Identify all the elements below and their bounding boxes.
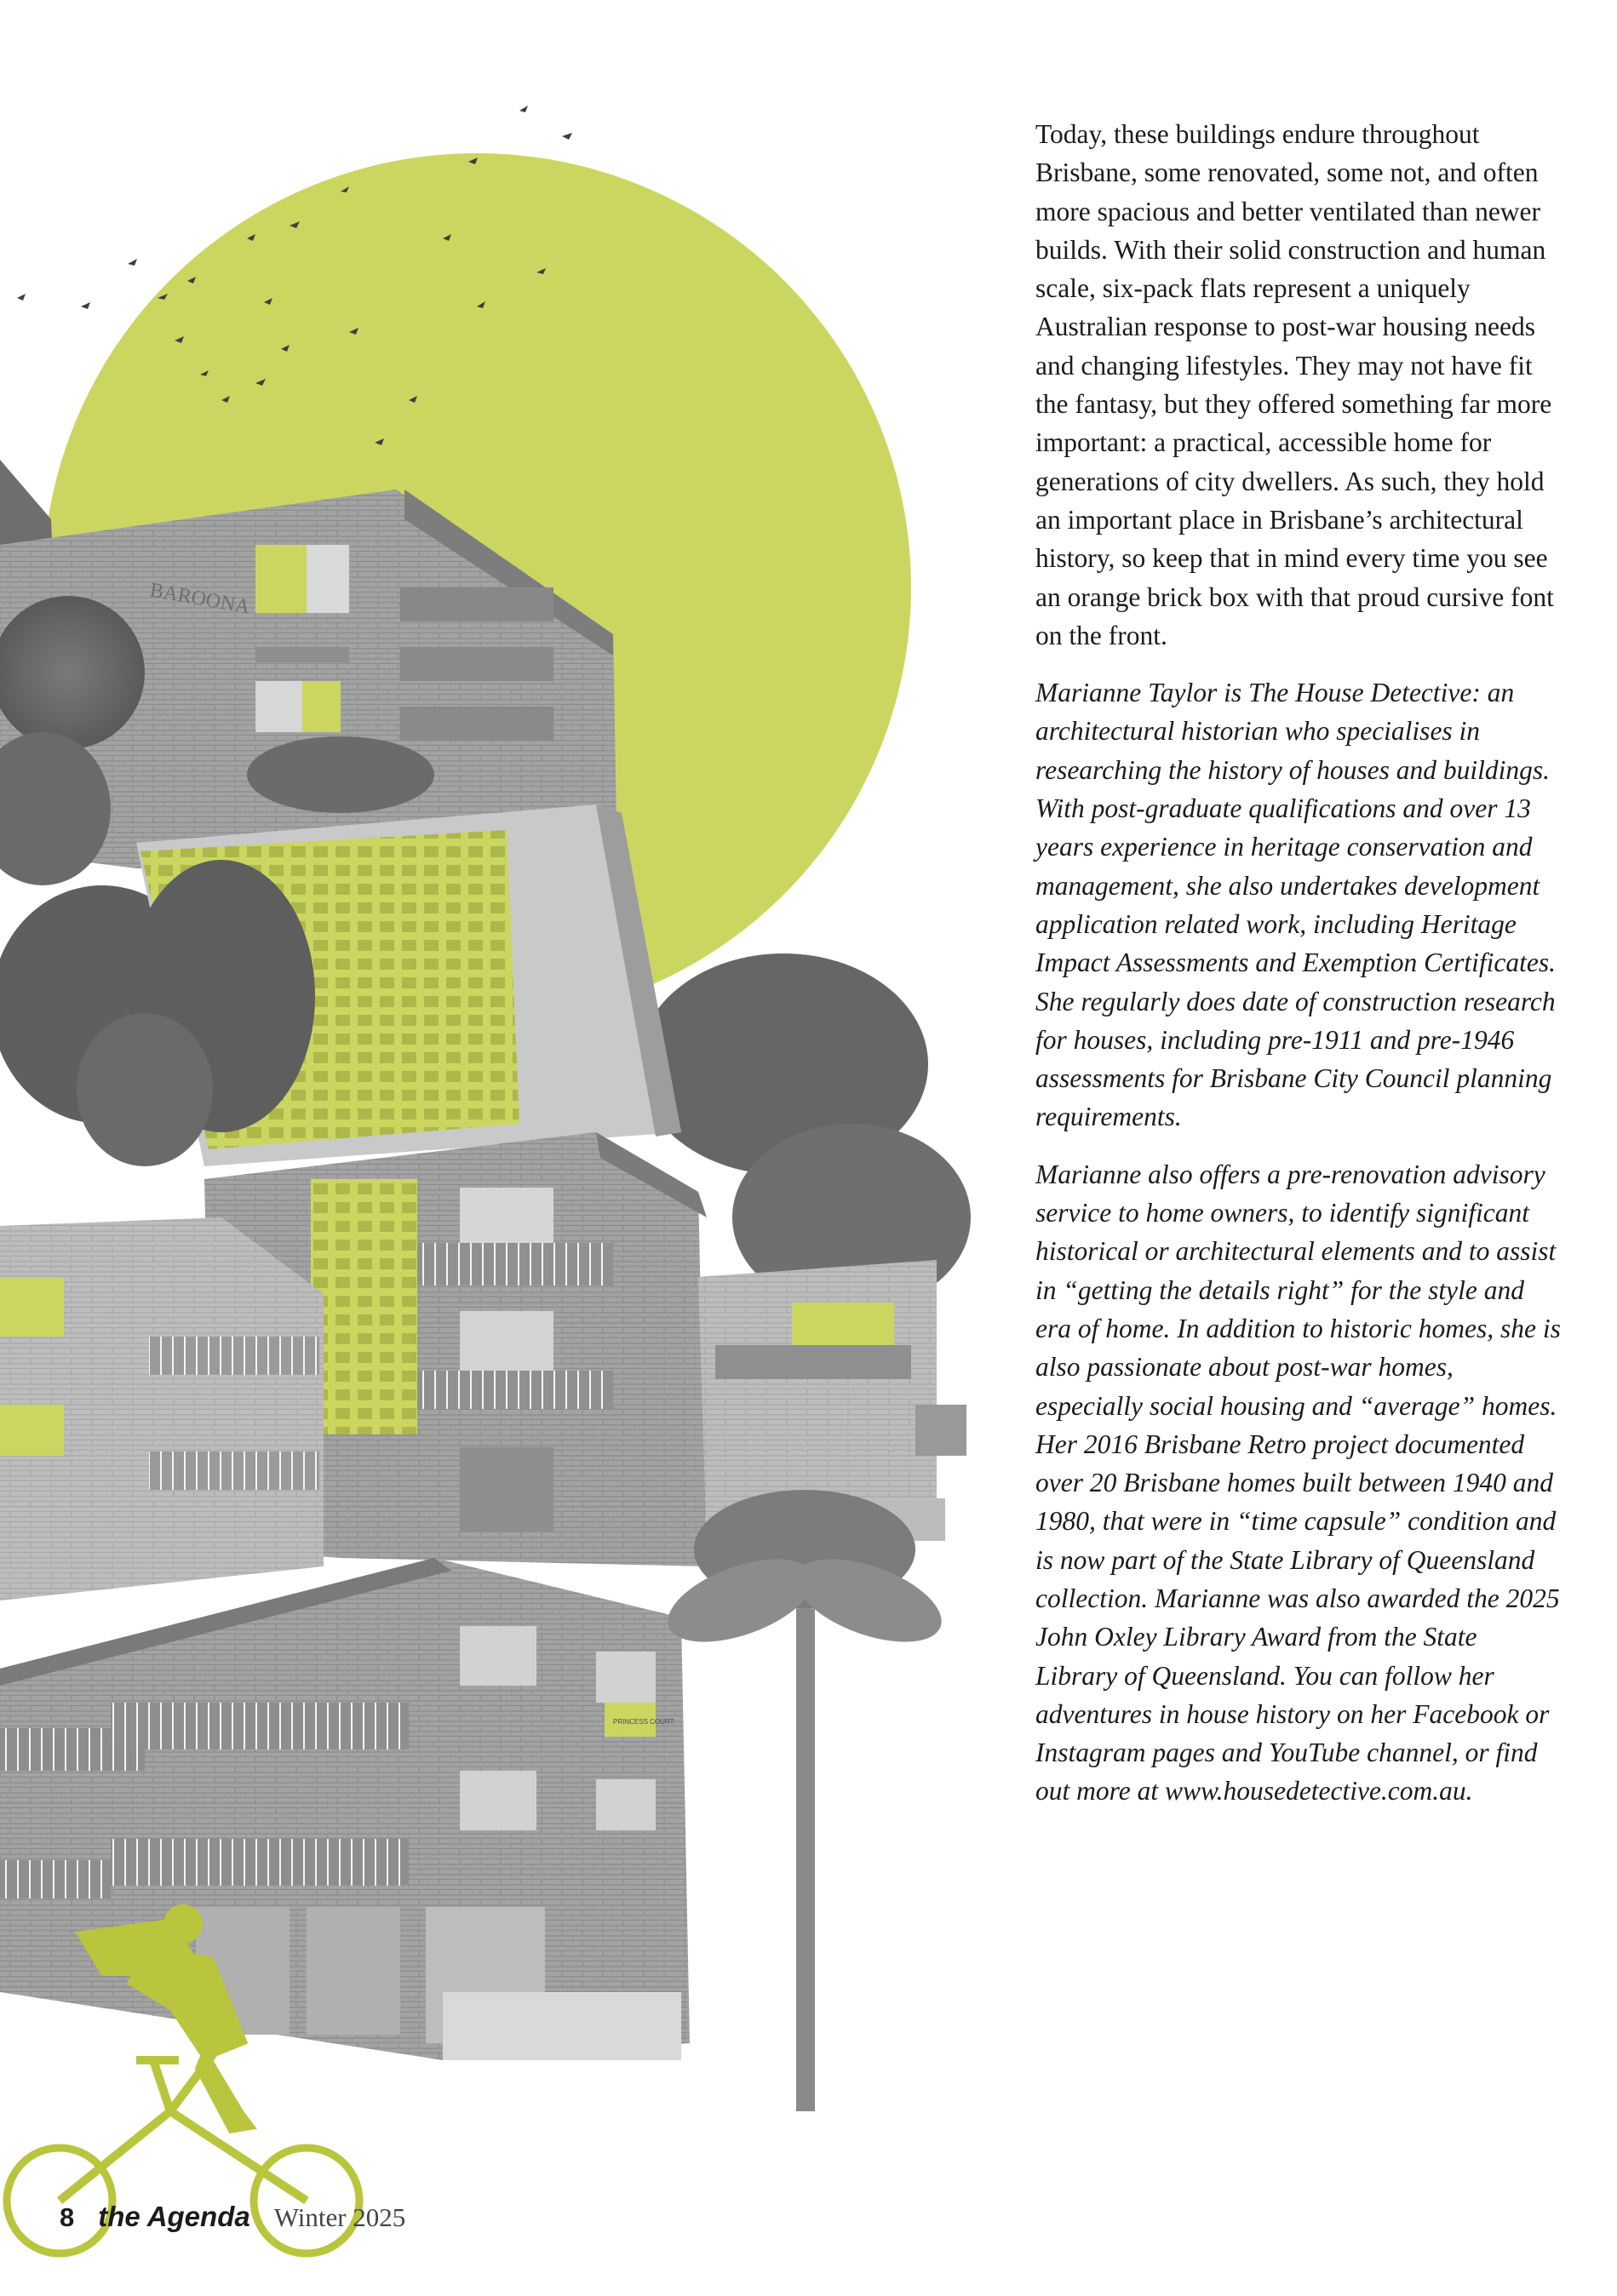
palm-tree [657,1490,953,2111]
page-footer [60,2201,405,2242]
article-paragraph: Today, these buildings endure throughout Brisbane, some renovated, some not, and often more spacious and better ventilated than newer builds. With their solid construction and human scale, six-pack flats represent a uniquely Australian response to post-war housing needs and changing lifestyles. They may not have fit the fantasy, but they offered something far more important: a practical, accessible home for generations of city dwellers. As such, they hold an important place in Brisbane’s architectural history, so keep that in mind every time you see an orange brick box with that proud cursive font on the front. [1035,119,1554,650]
building-plaque: PRINCESS COURT [613,1718,674,1726]
article-text-column [1035,115,1563,1829]
author-bio-paragraph-2: Marianne also offers a pre-renovation advisory service to home owners, to identify significant historical or architectural elements and to assist in “getting the details right” for the style and era of home. In addition to historic homes, she is also passionate about post-war homes, especially social housing and “average” homes. Her 2016 Brisbane Retro project documented over 20 Brisbane homes built between 1940 and 1980, that were in “time capsule” condition and is now part of the State Library of Queensland collection. Marianne was also awarded the 2025 John Oxley Library Award from the State Library of Queensland. You can follow her adventures in house history on her Facebook or Instagram pages and YouTube channel, or find out more at www.housedetective.com.au. [1035,1159,1561,1806]
baroona-sign: BAROONA [147,579,252,619]
apartment-building-bottom [0,1558,690,2060]
page-number: 8 [60,2202,75,2232]
issue-label: Winter 2025 [273,2202,406,2232]
breeze-block-building [77,804,681,1166]
author-bio-paragraph-1: Marianne Taylor is The House Detective: an architectural historian who specialises in researching the history of houses and buildings. With post-graduate qualifications and over 13 years experience in heritage conservation and management, she also undertakes development application related work, including Heritage Impact Assessments and Exemption Certificates. She regularly does date of construction research for houses, including pre-1911 and pre-1946 assessments for Brisbane City Council planning requirements. [1035,678,1556,1132]
apartment-building-left [0,1217,324,1600]
magazine-name: the Agenda [98,2201,250,2232]
